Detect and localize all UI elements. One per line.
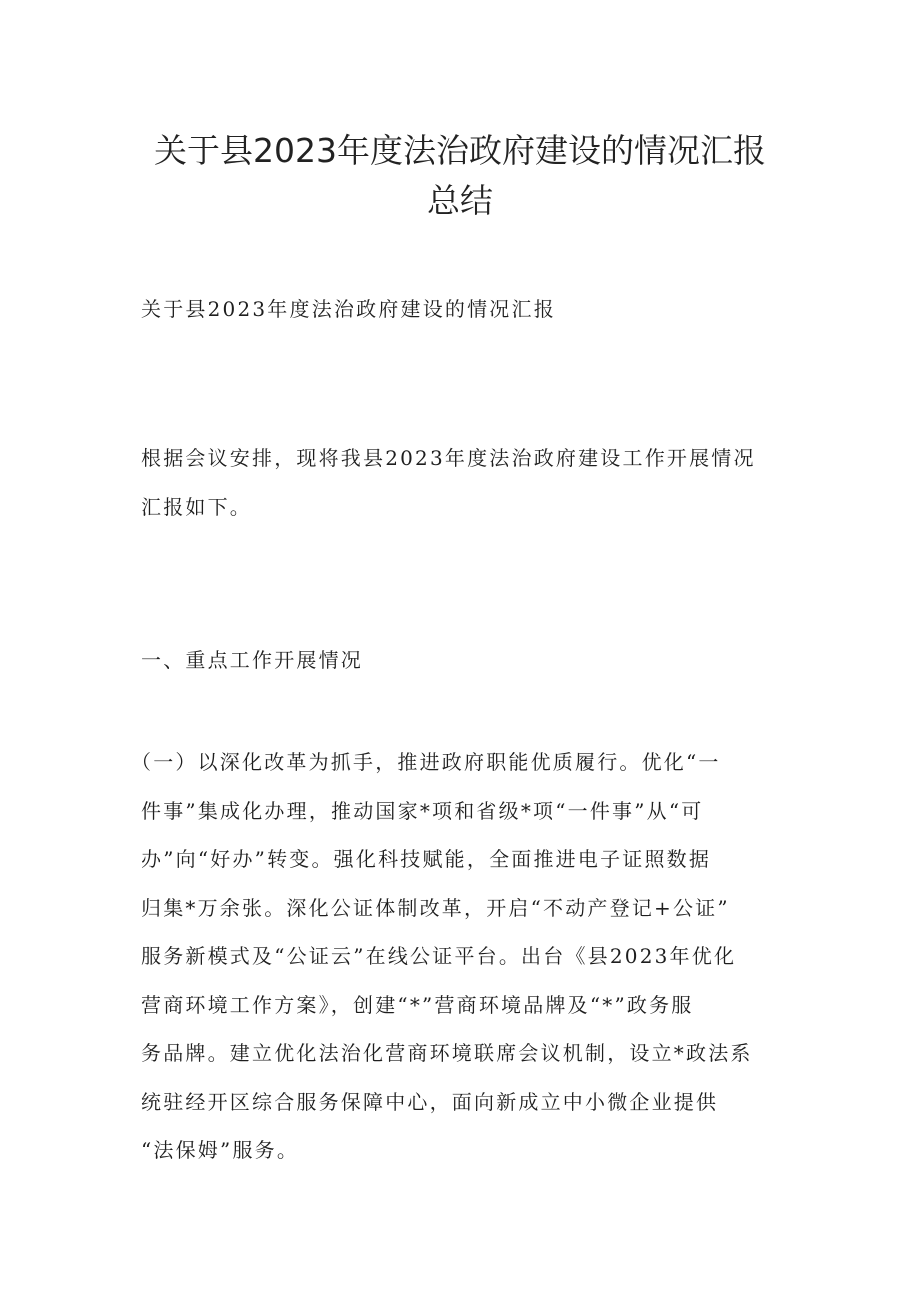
document-title [0,126,920,226]
document-title-line: 关于县2023年度法治政府建设的情况汇报 [154,131,766,170]
section-heading [141,636,781,685]
paragraph-line: （一）以深化改革为抓手，推进政府职能优质履行。优化“一 [131,750,721,774]
body-paragraph [131,738,781,1175]
intro-line: 根据会议安排，现将我县2023年度法治政府建设工作开展情况 [141,446,756,470]
paragraph-line: “法保姆”服务。 [141,1138,300,1162]
paragraph-line: 营商环境工作方案》，创建“*”营商环境品牌及“*”政务服 [141,992,694,1017]
intro-paragraph [141,434,781,531]
subtitle-line: 关于县2023年度法治政府建设的情况汇报 [141,297,556,321]
paragraph-line: 统驻经开区综合服务保障中心，面向新成立中小微企业提供 [141,1089,719,1114]
document-subtitle [141,285,781,334]
intro-line: 汇报如下。 [141,494,252,519]
section-heading-text: 一、重点工作开展情况 [141,648,363,672]
paragraph-line: 办”向“好办”转变。强化科技赋能，全面推进电子证照数据 [141,847,712,871]
paragraph-line: 件事”集成化办理，推动国家*项和省级*项“一件事”从“可 [141,798,704,823]
paragraph-line: 服务新模式及“公证云”在线公证平台。出台《县2023年优化 [141,944,737,968]
document-title-line: 总结 [427,181,493,220]
paragraph-line: 归集*万余张。深化公证体制改革，开启“不动产登记+公证” [141,895,730,920]
paragraph-line: 务品牌。建立优化法治化营商环境联席会议机制，设立*政法系 [141,1041,753,1065]
